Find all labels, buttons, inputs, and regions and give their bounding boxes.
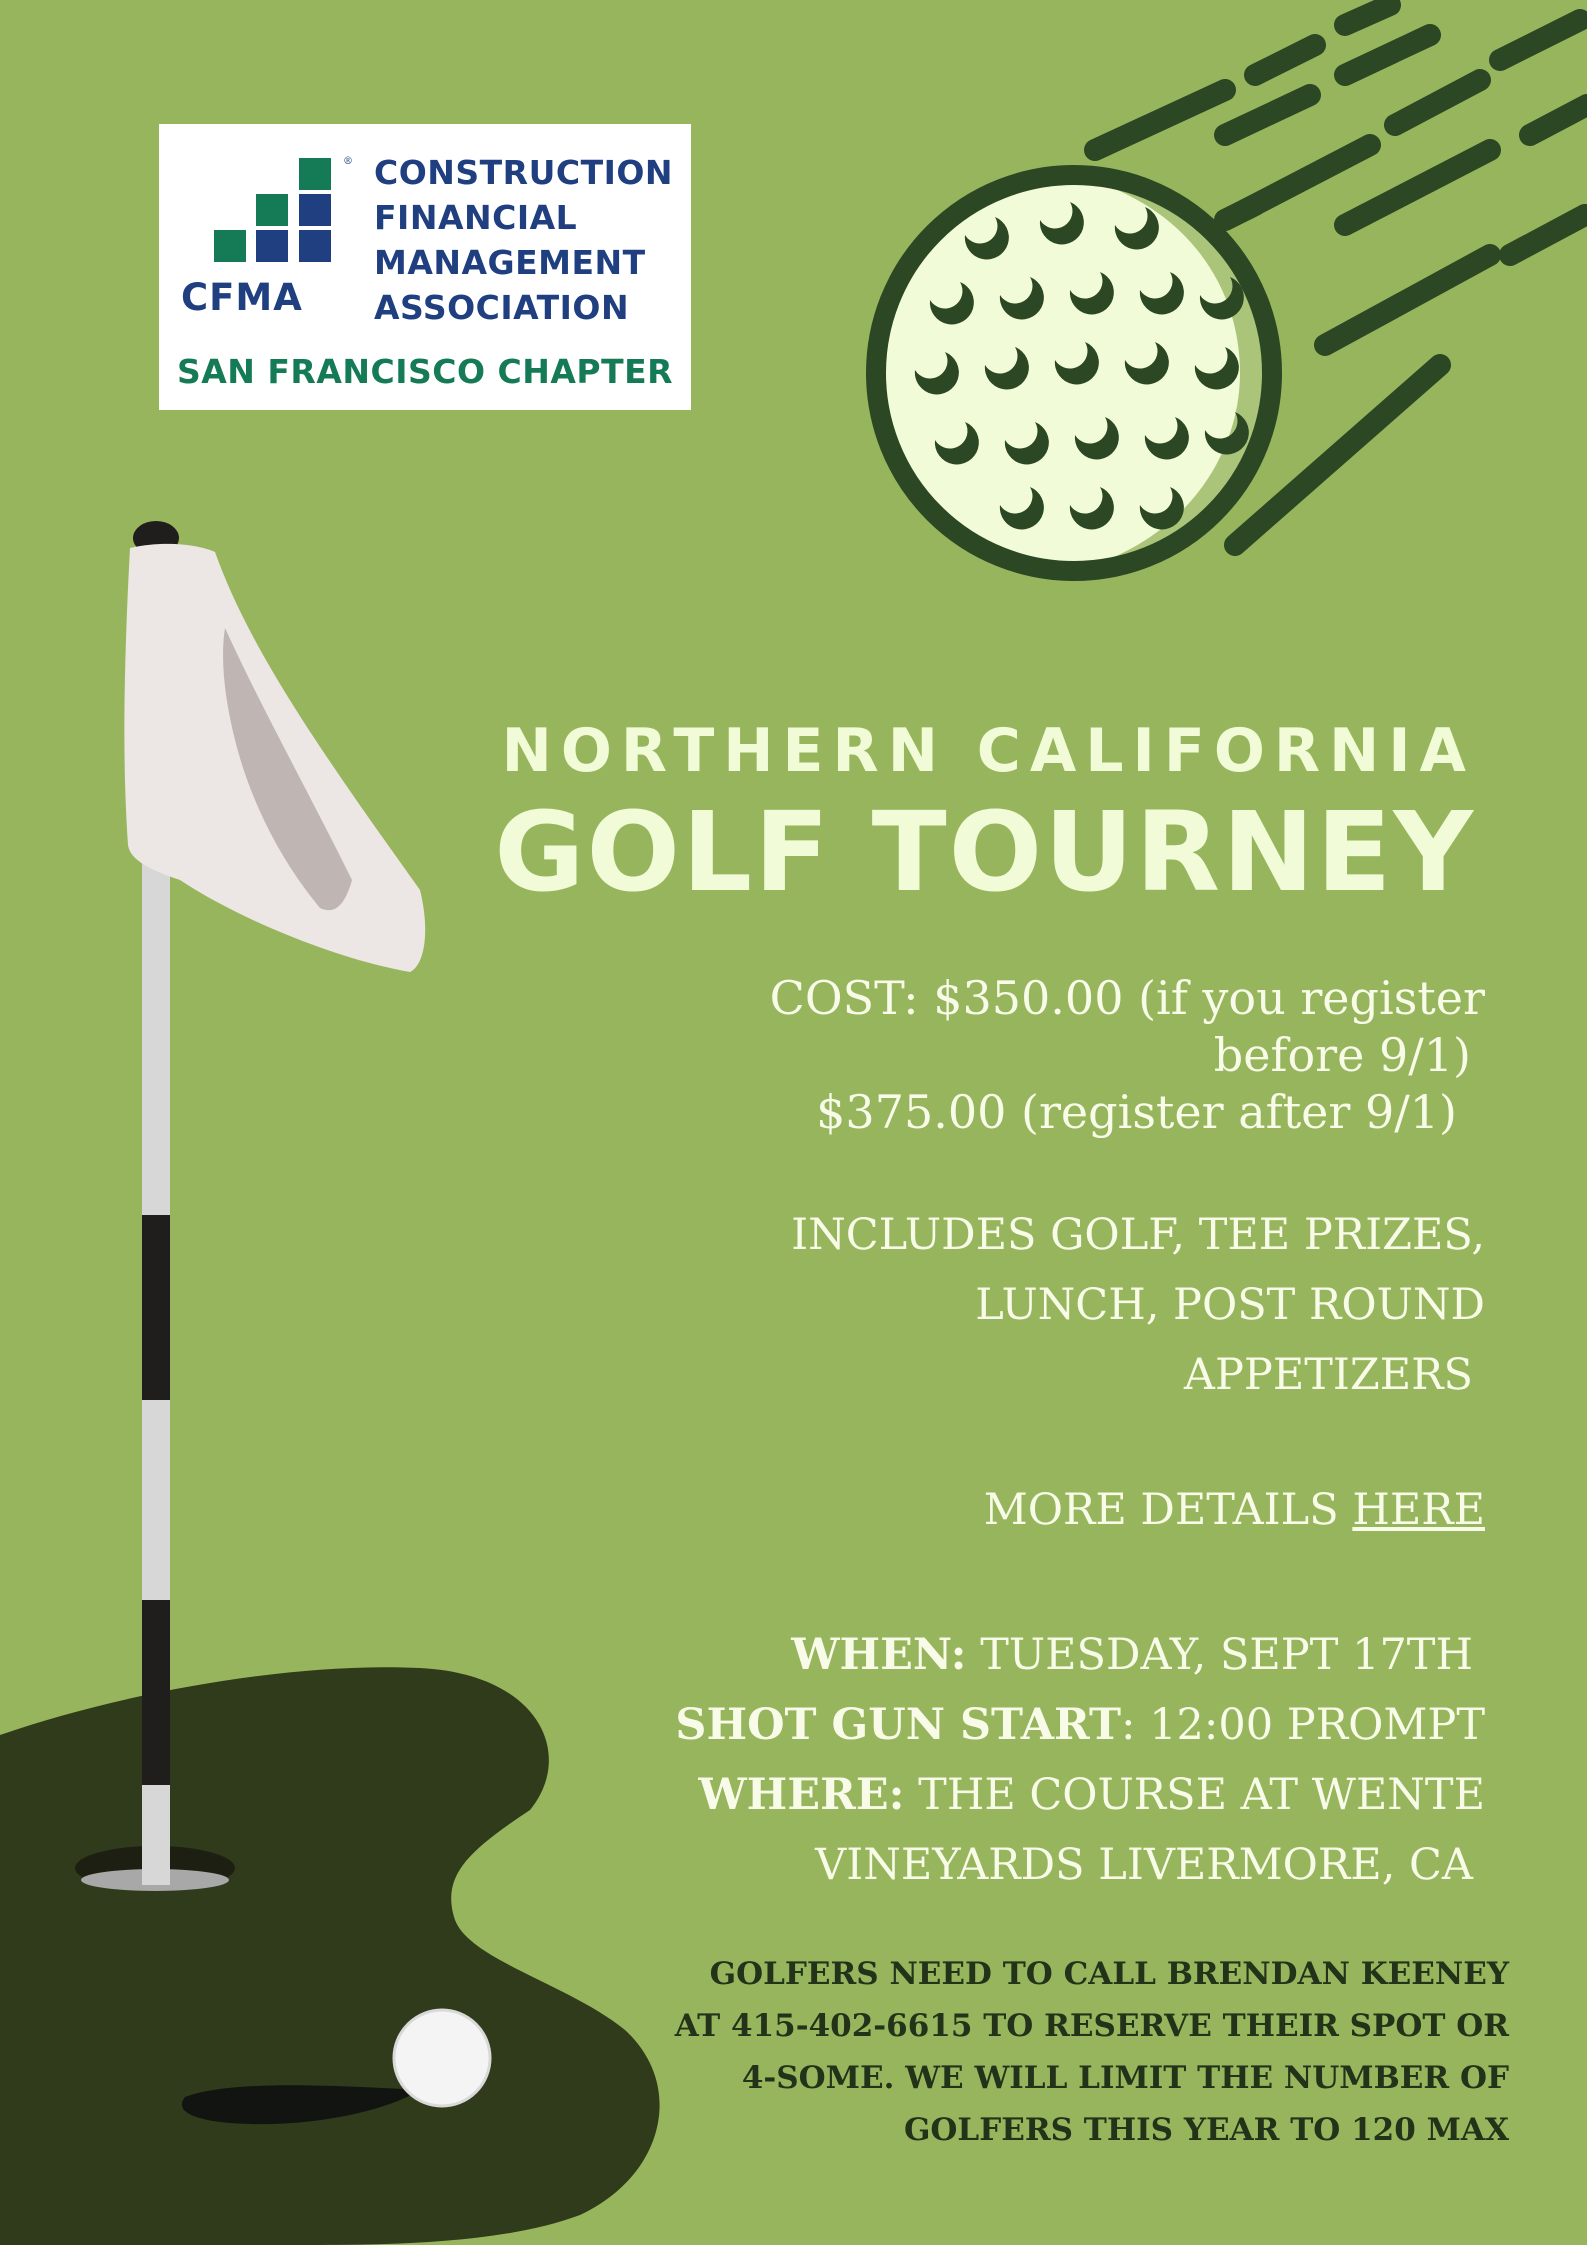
call-note-line-4: GOLFERS THIS YEAR TO 120 MAX bbox=[903, 2112, 1509, 2148]
logo-wordmark bbox=[374, 150, 673, 330]
includes-line-3: APPETIZERS bbox=[1183, 1350, 1473, 1400]
more-details bbox=[984, 1480, 1485, 1540]
when-label: WHEN: bbox=[791, 1630, 967, 1680]
call-note bbox=[675, 1948, 1509, 2156]
logo-line-3: MANAGEMENT bbox=[374, 243, 646, 282]
includes-line-2: LUNCH, POST ROUND bbox=[975, 1280, 1485, 1330]
when-row bbox=[675, 1620, 1473, 1690]
title-event: GOLF TOURNEY bbox=[494, 788, 1475, 916]
more-details-label: MORE DETAILS bbox=[983, 1485, 1353, 1535]
cfma-logo-mark-icon bbox=[214, 156, 364, 278]
title-region: NORTHERN CALIFORNIA bbox=[501, 716, 1475, 786]
where-row bbox=[675, 1760, 1485, 1830]
logo-line-1: CONSTRUCTION bbox=[374, 153, 674, 192]
logo-acronym: CFMA bbox=[181, 276, 303, 319]
start-value: : 12:00 PROMPT bbox=[1121, 1700, 1485, 1750]
call-note-line-3: 4-SOME. WE WILL LIMIT THE NUMBER OF bbox=[741, 2060, 1509, 2096]
where-value: THE COURSE AT WENTE bbox=[904, 1770, 1485, 1820]
cost-line-1: COST: $350.00 (if you register bbox=[769, 971, 1485, 1025]
putting-green-shape bbox=[0, 1667, 660, 2245]
more-details-link[interactable]: HERE bbox=[1352, 1485, 1485, 1535]
where-label: WHERE: bbox=[698, 1770, 905, 1820]
includes-block bbox=[791, 1200, 1485, 1410]
when-value: TUESDAY, SEPT 17TH bbox=[966, 1630, 1473, 1680]
includes-line-1: INCLUDES GOLF, TEE PRIZES, bbox=[791, 1210, 1485, 1260]
large-golf-ball bbox=[876, 175, 1272, 571]
where-line-2: VINEYARDS LIVERMORE, CA bbox=[815, 1840, 1473, 1890]
cfma-logo bbox=[159, 124, 691, 410]
cost-line-3: $375.00 (register after 9/1) bbox=[816, 1085, 1457, 1139]
event-details bbox=[675, 1620, 1485, 1900]
logo-chapter: SAN FRANCISCO CHAPTER bbox=[176, 352, 674, 391]
cost-line-2: before 9/1) bbox=[1213, 1028, 1471, 1082]
logo-line-4: ASSOCIATION bbox=[374, 288, 630, 327]
logo-line-2: FINANCIAL bbox=[374, 198, 578, 237]
call-note-line-2: AT 415-402-6615 TO RESERVE THEIR SPOT OR bbox=[674, 2008, 1509, 2044]
call-note-line-1: GOLFERS NEED TO CALL BRENDAN KEENEY bbox=[709, 1956, 1509, 1992]
start-row bbox=[675, 1690, 1485, 1760]
registered-mark: ® bbox=[343, 156, 353, 167]
cost-block bbox=[770, 970, 1485, 1141]
start-label: SHOT GUN START bbox=[675, 1700, 1122, 1750]
